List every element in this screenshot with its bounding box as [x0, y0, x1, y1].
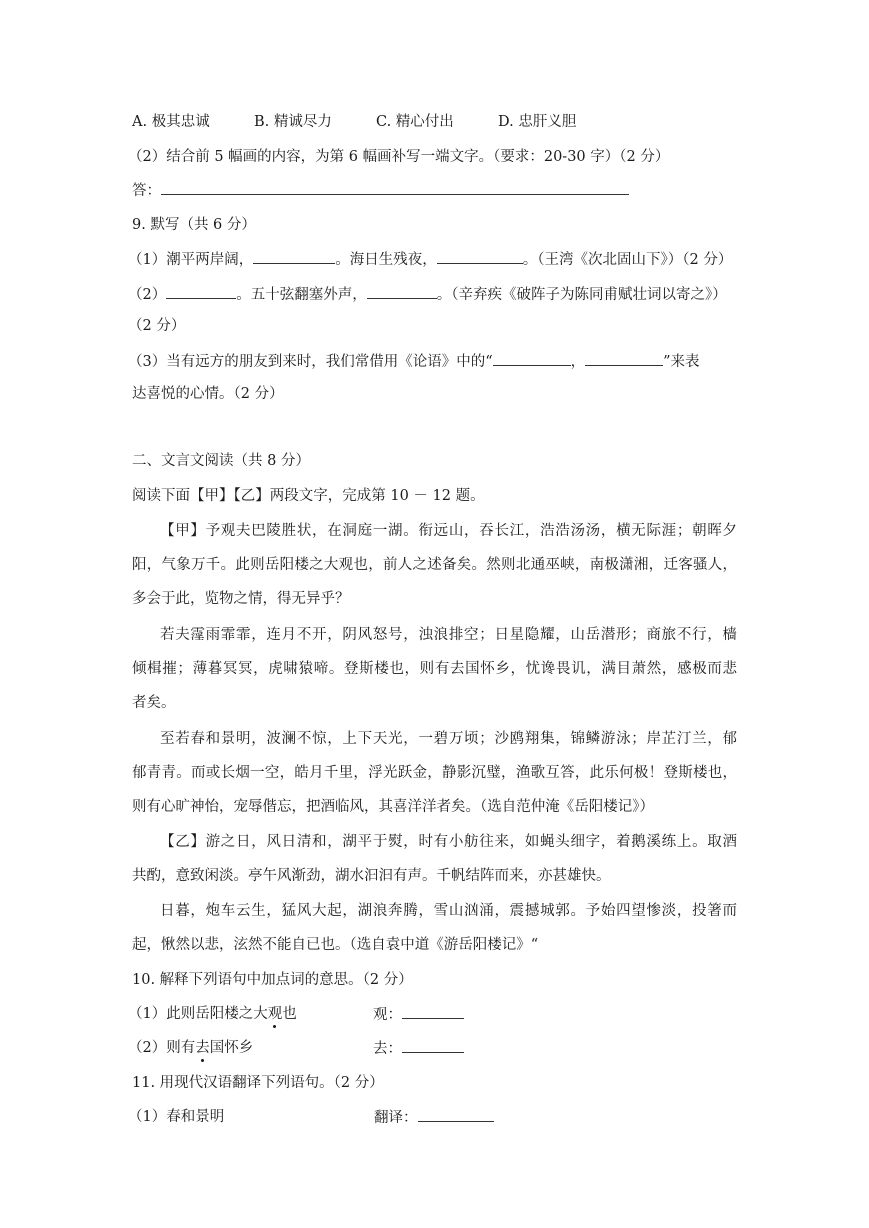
q8-option-d: D. 忠肝义胆	[498, 114, 577, 130]
q10-s1-post: 也	[282, 1006, 297, 1022]
q9-blank-6[interactable]	[585, 351, 663, 366]
jia-line-1: 【甲】予观夫巴陵胜状，在洞庭一湖。衔远山，吞长江，浩浩汤汤，横无际涯；朝晖夕	[160, 523, 737, 539]
q8-answer-label: 答：	[132, 183, 161, 199]
jia-line-3: 多会于此，览物之情，得无异乎？	[132, 591, 350, 607]
p3-line-2: 郁青青。而或长烟一空，皓月千里，浮光跃金，静影沉璧，渔歌互答，此乐何极！登斯楼也，	[132, 765, 737, 781]
q10-s1-answer	[373, 1004, 464, 1025]
q10-s2-answer	[373, 1038, 464, 1059]
q9-l2-text-c: 。（辛弃疾《破阵子为陈同甫赋壮词以寄之》）	[436, 287, 727, 303]
p2-line-1: 若夫霪雨霏霏，连月不开，阴风怒号，浊浪排空；日星隐耀，山岳潜形；商旅不行，樯	[160, 627, 737, 643]
q9-l1-text-c: 。（王湾《次北固山下》）（2 分）	[522, 252, 733, 268]
q10-s2-dotted-word: 去	[195, 1040, 210, 1056]
q9-l3-text-b: ，	[570, 354, 586, 370]
q11-s1-answer	[374, 1107, 494, 1128]
q11-s1: （1）春和景明	[128, 1109, 225, 1125]
q9-l3-text-a: （3）当有远方的朋友到来时，我们常借用《论语》中的“	[128, 354, 493, 370]
q9-line3	[128, 351, 700, 372]
q10-s2-pre: （2）则有	[128, 1040, 196, 1056]
q9-l3-cont: 达喜悦的心情。（2 分）	[132, 386, 284, 402]
q9-l1-text-a: （1）潮平两岸阔，	[128, 252, 254, 268]
q10-s2	[128, 1038, 253, 1058]
yi-line-1: 【乙】游之日，风日清和，湖平于熨，时有小舫往来，如蝇头细字，着鹅溪练上。取酒	[160, 834, 737, 850]
p3-line-3: 则有心旷神怡，宠辱偕忘，把酒临风，其喜洋洋者矣。（选自范仲淹《岳阳楼记》）	[132, 799, 654, 815]
q10-s1-pre: （1）此则岳阳楼之大	[128, 1006, 268, 1022]
q8-answer-line	[132, 180, 629, 201]
q10-s1-dotted-word: 观	[267, 1006, 283, 1022]
p3-line-1: 至若春和景明，波澜不惊，上下天光，一碧万顷；沙鸥翔集，锦鳞游泳；岸芷汀兰，郁	[160, 731, 737, 747]
q10-title: 10. 解释下列语句中加点词的意思。（2 分）	[132, 972, 413, 988]
q9-line1	[128, 249, 732, 270]
q9-blank-5[interactable]	[493, 351, 571, 366]
q8-options	[132, 112, 576, 132]
q9-blank-3[interactable]	[166, 284, 236, 299]
q10-s2-blank[interactable]	[402, 1038, 464, 1053]
section2-intro: 阅读下面【甲】【乙】两段文字，完成第 10 － 12 题。	[132, 488, 485, 504]
p5-line-1: 日暮，炮车云生，猛风大起，湖浪奔腾，雪山汹涌，震撼城郭。予始四望惨淡，投箸而	[160, 903, 737, 919]
q8-sub2: （2）结合前 5 幅画的内容，为第 6 幅画补写一端文字。（要求：20-30 字）（2 分）	[128, 149, 670, 165]
p2-line-2: 倾楫摧；薄暮冥冥，虎啸猿啼。登斯楼也，则有去国怀乡，忧谗畏讥，满目萧然，感极而悲	[132, 661, 737, 677]
q9-blank-2[interactable]	[437, 249, 523, 264]
q11-s1-label: 翻译：	[374, 1110, 418, 1126]
q9-blank-4[interactable]	[367, 284, 437, 299]
q9-l2-text-b: 。五十弦翻塞外声，	[236, 287, 367, 303]
q10-s1-label: 观：	[373, 1007, 402, 1023]
section2-title: 二、文言文阅读（共 8 分）	[132, 453, 310, 469]
q9-l2-text-a: （2）	[128, 287, 167, 303]
jia-line-2: 阳，气象万千。此则岳阳楼之大观也，前人之述备矣。然则北通巫峡，南极潇湘，迁客骚人，	[132, 557, 737, 573]
p5-line-2: 起，愀然以悲，泫然不能自已也。（选自袁中道《游岳阳楼记》“	[132, 937, 539, 953]
q9-l2-score: （2 分）	[128, 318, 186, 334]
q8-answer-blank[interactable]	[161, 180, 629, 195]
p2-line-3: 者矣。	[132, 695, 176, 711]
yi-line-2: 共酌，意致闲淡。亭午风渐劲，湖水汩汩有声。千帆结阵而来，亦甚雄快。	[132, 868, 611, 884]
q9-l3-text-c: ”来表	[663, 354, 700, 370]
q9-blank-1[interactable]	[253, 249, 335, 264]
q10-s1-blank[interactable]	[402, 1004, 464, 1019]
q8-option-b: B. 精诚尽力	[254, 114, 332, 130]
q10-s2-label: 去：	[373, 1041, 402, 1057]
q9-line2	[128, 284, 727, 305]
q11-s1-blank[interactable]	[418, 1107, 494, 1122]
q8-option-c: C. 精心付出	[376, 114, 454, 130]
q11-title: 11. 用现代汉语翻译下列语句。（2 分）	[132, 1075, 384, 1091]
q9-title: 9. 默写（共 6 分）	[132, 217, 256, 233]
q9-l1-text-b: 。海日生残夜，	[335, 252, 437, 268]
q8-option-a: A. 极其忠诚	[132, 114, 210, 130]
q10-s2-post: 国怀乡	[209, 1040, 254, 1056]
q10-s1	[128, 1004, 297, 1024]
